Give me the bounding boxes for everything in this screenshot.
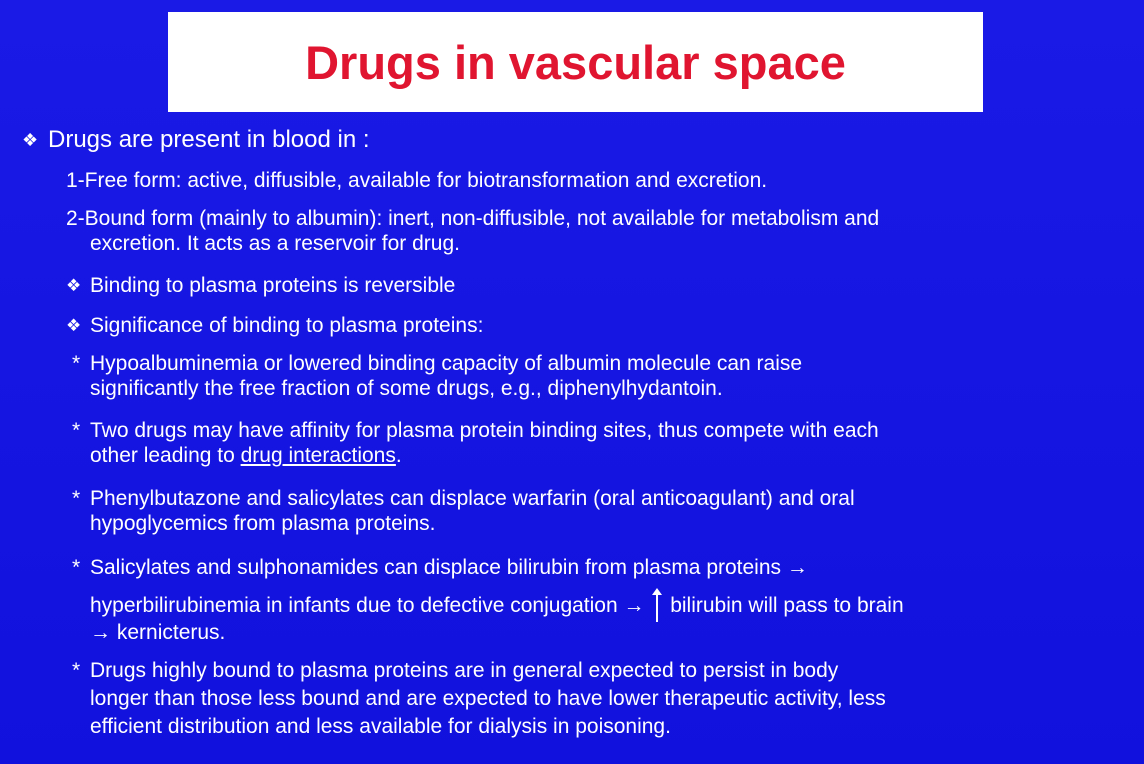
star-item-1-line2: significantly the free fraction of some drugs, e.g., diphenylhydantoin.	[90, 377, 723, 400]
diamond-bullet-icon: ❖	[66, 316, 82, 335]
star-item-5-line2: longer than those less bound and are expected to have lower therapeutic activity, less	[90, 687, 886, 710]
up-arrow-icon	[652, 588, 662, 622]
right-arrow-icon: →	[623, 594, 645, 617]
star-item-3-line1: Phenylbutazone and salicylates can displace warfarin (oral anticoagulant) and oral	[90, 487, 855, 510]
star-item-4-line1	[90, 555, 808, 580]
right-arrow-icon: →	[90, 621, 111, 644]
star-marker: *	[72, 659, 81, 682]
text-segment: Salicylates and sulphonamides can displace bilirubin from plasma proteins	[90, 556, 782, 579]
text-segment: .	[395, 444, 402, 467]
star-item-2-line2	[90, 443, 402, 468]
star-item-5-line1: Drugs highly bound to plasma proteins are in general expected to persist in body	[90, 659, 839, 682]
sub-bullet-text: Significance of binding to plasma proteins:	[90, 314, 484, 337]
drug-interactions-link[interactable]: drug interactions	[240, 444, 396, 467]
sub-bullet-reversible	[66, 273, 455, 298]
text-segment: other leading to	[90, 444, 241, 467]
numbered-item-2-line1: 2-Bound form (mainly to albumin): inert, non-diffusible, not available for metabolism and	[66, 207, 880, 230]
star-item-4-line2	[90, 588, 904, 622]
star-item-5-line3: efficient distribution and less available for dialysis in poisoning.	[90, 715, 671, 738]
diamond-bullet-icon: ❖	[66, 276, 82, 295]
star-item-1-line1: Hypoalbuminemia or lowered binding capacity of albumin molecule can raise	[90, 352, 803, 375]
star-item-2-line1: Two drugs may have affinity for plasma protein binding sites, thus compete with each	[90, 419, 879, 442]
right-arrow-icon: →	[786, 556, 808, 579]
text-segment: hyperbilirubinemia in infants due to defective conjugation	[90, 594, 618, 617]
text-segment: bilirubin will pass to brain	[670, 594, 904, 617]
diamond-bullet-icon: ❖	[22, 129, 39, 150]
star-marker: *	[72, 419, 81, 442]
star-marker: *	[72, 556, 81, 579]
star-item-4-line3	[90, 620, 225, 645]
star-marker: *	[72, 352, 81, 375]
lead-text: Drugs are present in blood in :	[48, 126, 370, 153]
star-marker: *	[72, 487, 81, 510]
sub-bullet-text: Binding to plasma proteins is reversible	[90, 274, 456, 297]
text-segment: kernicterus.	[116, 621, 226, 644]
numbered-item-2-line2: excretion. It acts as a reservoir for drug.	[90, 232, 460, 255]
lead-bullet	[22, 126, 370, 154]
star-item-3-line2: hypoglycemics from plasma proteins.	[90, 512, 436, 535]
title-box	[168, 12, 983, 112]
numbered-item-1: 1-Free form: active, diffusible, available for biotransformation and excretion.	[66, 169, 768, 192]
sub-bullet-significance	[66, 313, 483, 338]
slide-title: Drugs in vascular space	[305, 35, 846, 89]
